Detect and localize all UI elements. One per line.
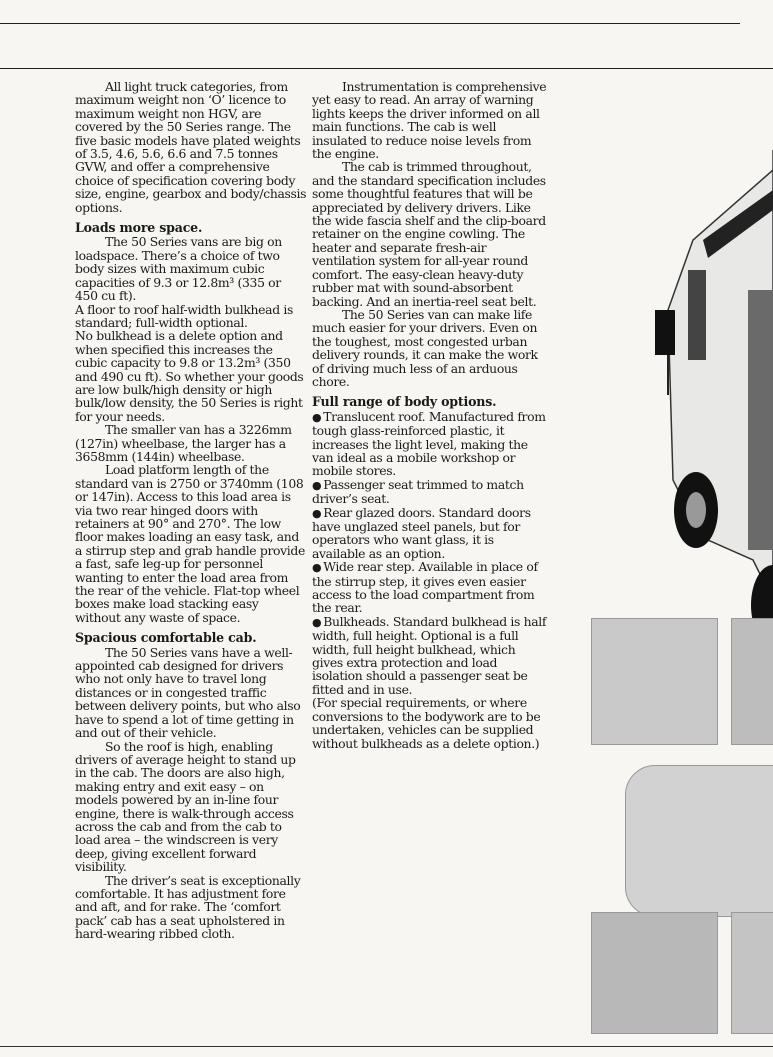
paragraph-drivers-life: The 50 Series van can make life much easier for your drivers. Even on the toughest, most congested urban delivery rounds, it can make the work of driving much less of an arduous chore. bbox=[312, 306, 538, 389]
text-column-left bbox=[75, 80, 307, 941]
bullet-translucent-roof: ● Translucent roof. Manufactured from tough glass-reinforced plastic, it increases the light level, making the van ideal as a mobile workshop or mobile stores. bbox=[312, 410, 548, 478]
paragraph-instrumentation: Instrumentation is comprehensive yet easy to read. An array of warning lights keeps the driver informed on all main functions. The cab is well insulated to reduce noise levels from the engine. bbox=[312, 79, 547, 162]
paragraph-cab-design: The 50 Series vans have a well-appointed cab designed for drivers who not only have to travel long distances or in congested traffic between delivery points, but who also have to spend a lot of time getting in and out of their vehicle. bbox=[75, 644, 301, 741]
heading-body-options: Full range of body options. bbox=[312, 394, 497, 410]
paragraph-loadspace: The 50 Series vans are big on loadspace. There’s a choice of two body sizes with maximum cubic capacities of 9.3 or 12.8m³ (335 or 450 cu ft). bbox=[75, 234, 282, 304]
photo-area bbox=[585, 140, 773, 1040]
bullet-wide-rear-step: ● Wide rear step. Available in place of the stirrup step, it gives even easier access to the load compartment from the rear. bbox=[312, 560, 548, 615]
text-column-right bbox=[312, 80, 548, 750]
bullet-passenger-seat: ● Passenger seat trimmed to match driver’s seat. bbox=[312, 478, 548, 506]
intro-paragraph: All light truck categories, from maximum weight non ‘O’ licence to maximum weight non HGV, are covered by the 50 Series range. The five basic models have plated weights of 3.5, 4.6, 5.6, 6.6 and 7.5 tonnes GVW, and offer a comprehensive choice of specification covering body size, engine, gearbox and body/chassis options. bbox=[75, 79, 307, 215]
header-rule bbox=[0, 68, 773, 69]
paragraph-drivers-seat: The driver’s seat is exceptionally comfortable. It has adjustment fore and aft, and for rake. The ‘comfort pack’ cab has a seat upholstered in hard-wearing ribbed cloth. bbox=[75, 872, 301, 942]
engine-photo-3 bbox=[625, 765, 773, 917]
heading-loads-more-space: Loads more space. bbox=[75, 220, 203, 236]
heading-spacious-cab: Spacious comfortable cab. bbox=[75, 630, 257, 646]
engine-photo-1 bbox=[591, 618, 718, 745]
paragraph-no-bulkhead: No bulkhead is a delete option and when specified this increases the cubic capacity to 9.8 or 13.2m³ (350 and 490 cu ft). So whether your goods are low bulk/high density or high bulk/low density, the 50 Series is right for your needs. bbox=[75, 328, 304, 424]
paragraph-cab-trim: The cab is trimmed throughout, and the standard specification includes some thoughtful features that will be appreciated by delivery drivers. Like the wide fascia shelf and the clip-board retainer on the engine cowling. The heater and separate fresh-air ventilation system for all-year round comfort. The easy-clean heavy-duty rubber mat with sound-absorbent backing. And an inertia-reel seat belt. bbox=[312, 159, 546, 309]
engine-photo-4 bbox=[591, 912, 718, 1034]
top-rule bbox=[0, 23, 740, 24]
paragraph-bulkhead: A floor to roof half-width bulkhead is standard; full-width optional. bbox=[75, 301, 293, 330]
bullet-rear-glazed-doors: ● Rear glazed doors. Standard doors have unglazed steel panels, but for operators who want glass, it is available as an option. bbox=[312, 506, 548, 561]
van-photo bbox=[613, 150, 773, 620]
engine-photo-2 bbox=[731, 618, 773, 745]
footer-rule bbox=[0, 1046, 773, 1047]
paragraph-special-requirements: (For special requirements, or where conversions to the bodywork are to be undertaken, vehicles can be supplied without bulkheads as a delete option.) bbox=[312, 695, 541, 751]
paragraph-load-platform: Load platform length of the standard van is 2750 or 3740mm (108 or 147in). Access to this load area is via two rear hinged doors with retainers at 90° and 270°. The low floor makes loading an easy task, and a stirrup step and grab handle provide a fast, safe leg-up for personnel wanting to enter the load area from the rear of the vehicle. Flat-top wheel boxes make load stacking easy without any waste of space. bbox=[75, 462, 305, 625]
engine-photo-5 bbox=[731, 912, 773, 1034]
bullet-bulkheads: ● Bulkheads. Standard bulkhead is half width, full height. Optional is a full width, full height bulkhead, which gives extra protection and load isolation should a passenger seat be fitted and in use. bbox=[312, 615, 548, 696]
paragraph-roof-height: So the roof is high, enabling drivers of average height to stand up in the cab. The doors are also high, making entry and exit easy – on models powered by an in-line four engine, there is walk-through access across the cab and from the cab to load area – the windscreen is very deep, giving excellent forward visibility. bbox=[75, 738, 296, 875]
paragraph-wheelbase: The smaller van has a 3226mm (127in) wheelbase, the larger has a 3658mm (144in) wheelbase. bbox=[75, 422, 292, 464]
